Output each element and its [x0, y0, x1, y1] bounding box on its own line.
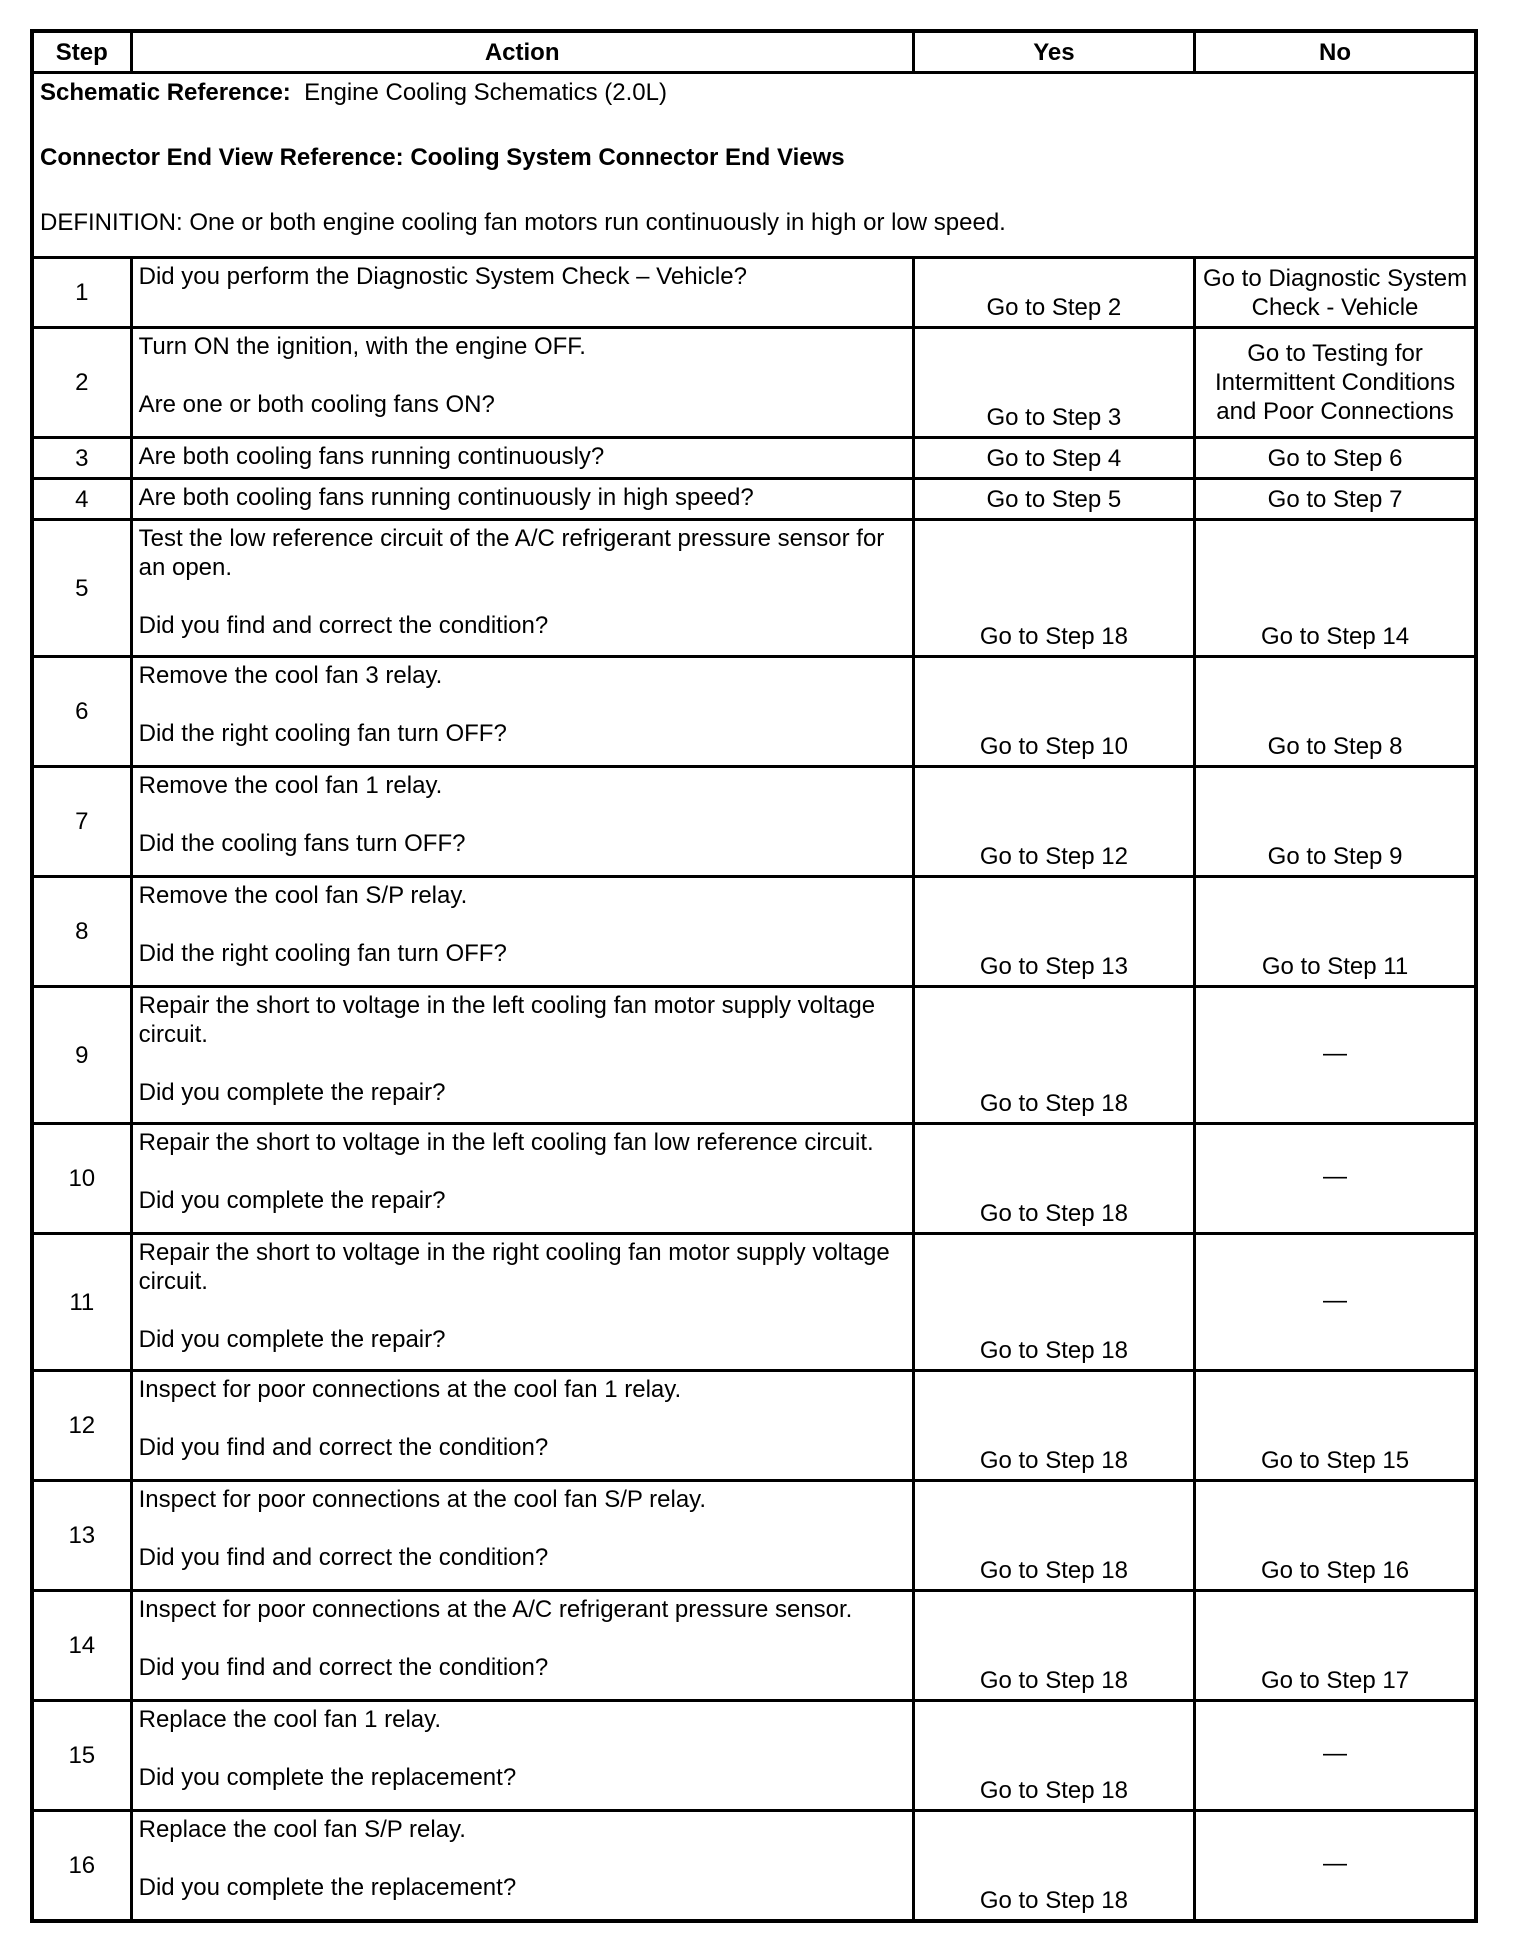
- table-row: [32, 1811, 1476, 1921]
- yes-outcome: Go to Step 12: [913, 767, 1194, 877]
- table-row: [32, 328, 1476, 438]
- step-number: 8: [32, 877, 131, 987]
- table-row: [32, 1591, 1476, 1701]
- no-outcome: Go to Step 7: [1195, 479, 1476, 520]
- no-outcome: Go to Step 16: [1195, 1481, 1476, 1591]
- action-question: Did you complete the replacement?: [138, 1764, 517, 1791]
- table-row: [32, 1234, 1476, 1371]
- action-question: Did you complete the repair?: [138, 1326, 446, 1353]
- action-question: Did you find and correct the condition?: [138, 1544, 549, 1571]
- action-cell: [131, 1591, 913, 1701]
- yes-outcome: Go to Step 18: [913, 520, 1194, 657]
- no-outcome: —: [1195, 1124, 1476, 1234]
- no-outcome: Go to Step 17: [1195, 1591, 1476, 1701]
- action-cell: [131, 987, 913, 1124]
- yes-outcome: Go to Step 5: [913, 479, 1194, 520]
- step-number: 7: [32, 767, 131, 877]
- no-outcome: Go to Step 15: [1195, 1371, 1476, 1481]
- table-row: [32, 1481, 1476, 1591]
- no-outcome: —: [1195, 1234, 1476, 1371]
- step-number: 2: [32, 328, 131, 438]
- no-outcome: Go to Step 9: [1195, 767, 1476, 877]
- action-text: Inspect for poor connections at the cool fan S/P relay.: [138, 1486, 707, 1513]
- yes-outcome: Go to Step 18: [913, 1371, 1194, 1481]
- table-row: [32, 520, 1476, 657]
- yes-outcome: Go to Step 18: [913, 1234, 1194, 1371]
- action-text: Test the low reference circuit of the A/C refrigerant pressure sensor for an open.: [138, 525, 885, 581]
- action-text: Repair the short to voltage in the left cooling fan motor supply voltage circuit.: [138, 992, 876, 1048]
- action-text: Are both cooling fans running continuously in high speed?: [138, 484, 754, 511]
- reference-row: [32, 73, 1476, 258]
- action-question: Did you find and correct the condition?: [138, 1434, 549, 1461]
- diagnostic-table-page: [30, 29, 1478, 1923]
- table-row: [32, 877, 1476, 987]
- action-question: Are one or both cooling fans ON?: [138, 391, 495, 418]
- yes-outcome: Go to Step 18: [913, 987, 1194, 1124]
- action-text: Replace the cool fan 1 relay.: [138, 1706, 442, 1733]
- step-number: 15: [32, 1701, 131, 1811]
- action-text: Inspect for poor connections at the cool fan 1 relay.: [138, 1376, 682, 1403]
- table-row: [32, 479, 1476, 520]
- reference-cell: [32, 73, 1476, 258]
- header-yes: Yes: [913, 31, 1194, 73]
- header-step: Step: [32, 31, 131, 73]
- table-row: [32, 1701, 1476, 1811]
- action-question: Did you find and correct the condition?: [138, 1654, 549, 1681]
- schematic-reference: [40, 78, 1468, 107]
- action-cell: [131, 258, 913, 328]
- action-cell: [131, 1481, 913, 1591]
- action-cell: [131, 767, 913, 877]
- action-cell: [131, 438, 913, 479]
- yes-outcome: Go to Step 13: [913, 877, 1194, 987]
- definition-text: DEFINITION: One or both engine cooling fan motors run continuously in high or low speed.: [40, 209, 1006, 236]
- action-cell: [131, 1811, 913, 1921]
- step-number: 1: [32, 258, 131, 328]
- action-question: Did you complete the replacement?: [138, 1874, 517, 1901]
- action-text: Repair the short to voltage in the right cooling fan motor supply voltage circuit.: [138, 1239, 890, 1295]
- action-text: Remove the cool fan 1 relay.: [138, 772, 443, 799]
- action-cell: [131, 1701, 913, 1811]
- connector-reference: Connector End View Reference: Cooling System Connector End Views: [40, 144, 845, 171]
- header-row: [32, 31, 1476, 73]
- action-text: Replace the cool fan S/P relay.: [138, 1816, 466, 1843]
- action-cell: [131, 1124, 913, 1234]
- yes-outcome: Go to Step 2: [913, 258, 1194, 328]
- yes-outcome: Go to Step 3: [913, 328, 1194, 438]
- step-number: 16: [32, 1811, 131, 1921]
- table-row: [32, 1124, 1476, 1234]
- step-number: 3: [32, 438, 131, 479]
- yes-outcome: Go to Step 18: [913, 1124, 1194, 1234]
- action-question: Did the right cooling fan turn OFF?: [138, 720, 507, 747]
- step-number: 14: [32, 1591, 131, 1701]
- action-question: Did you find and correct the condition?: [138, 612, 549, 639]
- no-outcome: Go to Testing for Intermittent Conditions and Poor Connections: [1195, 328, 1476, 438]
- action-text: Remove the cool fan S/P relay.: [138, 882, 468, 909]
- action-text: Remove the cool fan 3 relay.: [138, 662, 443, 689]
- no-outcome: —: [1195, 1811, 1476, 1921]
- yes-outcome: Go to Step 10: [913, 657, 1194, 767]
- no-outcome: Go to Diagnostic System Check - Vehicle: [1195, 258, 1476, 328]
- action-cell: [131, 479, 913, 520]
- step-number: 4: [32, 479, 131, 520]
- no-outcome: Go to Step 14: [1195, 520, 1476, 657]
- action-question: Did the right cooling fan turn OFF?: [138, 940, 507, 967]
- action-cell: [131, 1371, 913, 1481]
- header-action: Action: [131, 31, 913, 73]
- yes-outcome: Go to Step 18: [913, 1701, 1194, 1811]
- no-outcome: Go to Step 6: [1195, 438, 1476, 479]
- action-text: Are both cooling fans running continuously?: [138, 443, 605, 470]
- step-number: 11: [32, 1234, 131, 1371]
- no-outcome: Go to Step 8: [1195, 657, 1476, 767]
- action-cell: [131, 1234, 913, 1371]
- step-number: 13: [32, 1481, 131, 1591]
- action-question: Did you complete the repair?: [138, 1079, 446, 1106]
- step-number: 9: [32, 987, 131, 1124]
- yes-outcome: Go to Step 18: [913, 1481, 1194, 1591]
- yes-outcome: Go to Step 4: [913, 438, 1194, 479]
- step-number: 5: [32, 520, 131, 657]
- no-outcome: Go to Step 11: [1195, 877, 1476, 987]
- step-number: 6: [32, 657, 131, 767]
- step-number: 10: [32, 1124, 131, 1234]
- action-question: Did the cooling fans turn OFF?: [138, 830, 466, 857]
- no-outcome: —: [1195, 987, 1476, 1124]
- schematic-reference-label: Schematic Reference:: [40, 79, 291, 106]
- action-cell: [131, 877, 913, 987]
- action-text: Repair the short to voltage in the left cooling fan low reference circuit.: [138, 1129, 874, 1156]
- table-row: [32, 767, 1476, 877]
- no-outcome: —: [1195, 1701, 1476, 1811]
- yes-outcome: Go to Step 18: [913, 1591, 1194, 1701]
- table-row: [32, 438, 1476, 479]
- schematic-reference-value: Engine Cooling Schematics (2.0L): [304, 79, 667, 106]
- action-cell: [131, 520, 913, 657]
- action-text: Did you perform the Diagnostic System Check – Vehicle?: [138, 263, 747, 290]
- diagnostic-table: [30, 29, 1478, 1923]
- table-row: [32, 987, 1476, 1124]
- action-cell: [131, 328, 913, 438]
- table-row: [32, 258, 1476, 328]
- step-number: 12: [32, 1371, 131, 1481]
- table-row: [32, 1371, 1476, 1481]
- action-question: Did you complete the repair?: [138, 1187, 446, 1214]
- action-text: Inspect for poor connections at the A/C refrigerant pressure sensor.: [138, 1596, 853, 1623]
- action-cell: [131, 657, 913, 767]
- action-text: Turn ON the ignition, with the engine OFF.: [138, 333, 586, 360]
- table-row: [32, 657, 1476, 767]
- yes-outcome: Go to Step 18: [913, 1811, 1194, 1921]
- header-no: No: [1195, 31, 1476, 73]
